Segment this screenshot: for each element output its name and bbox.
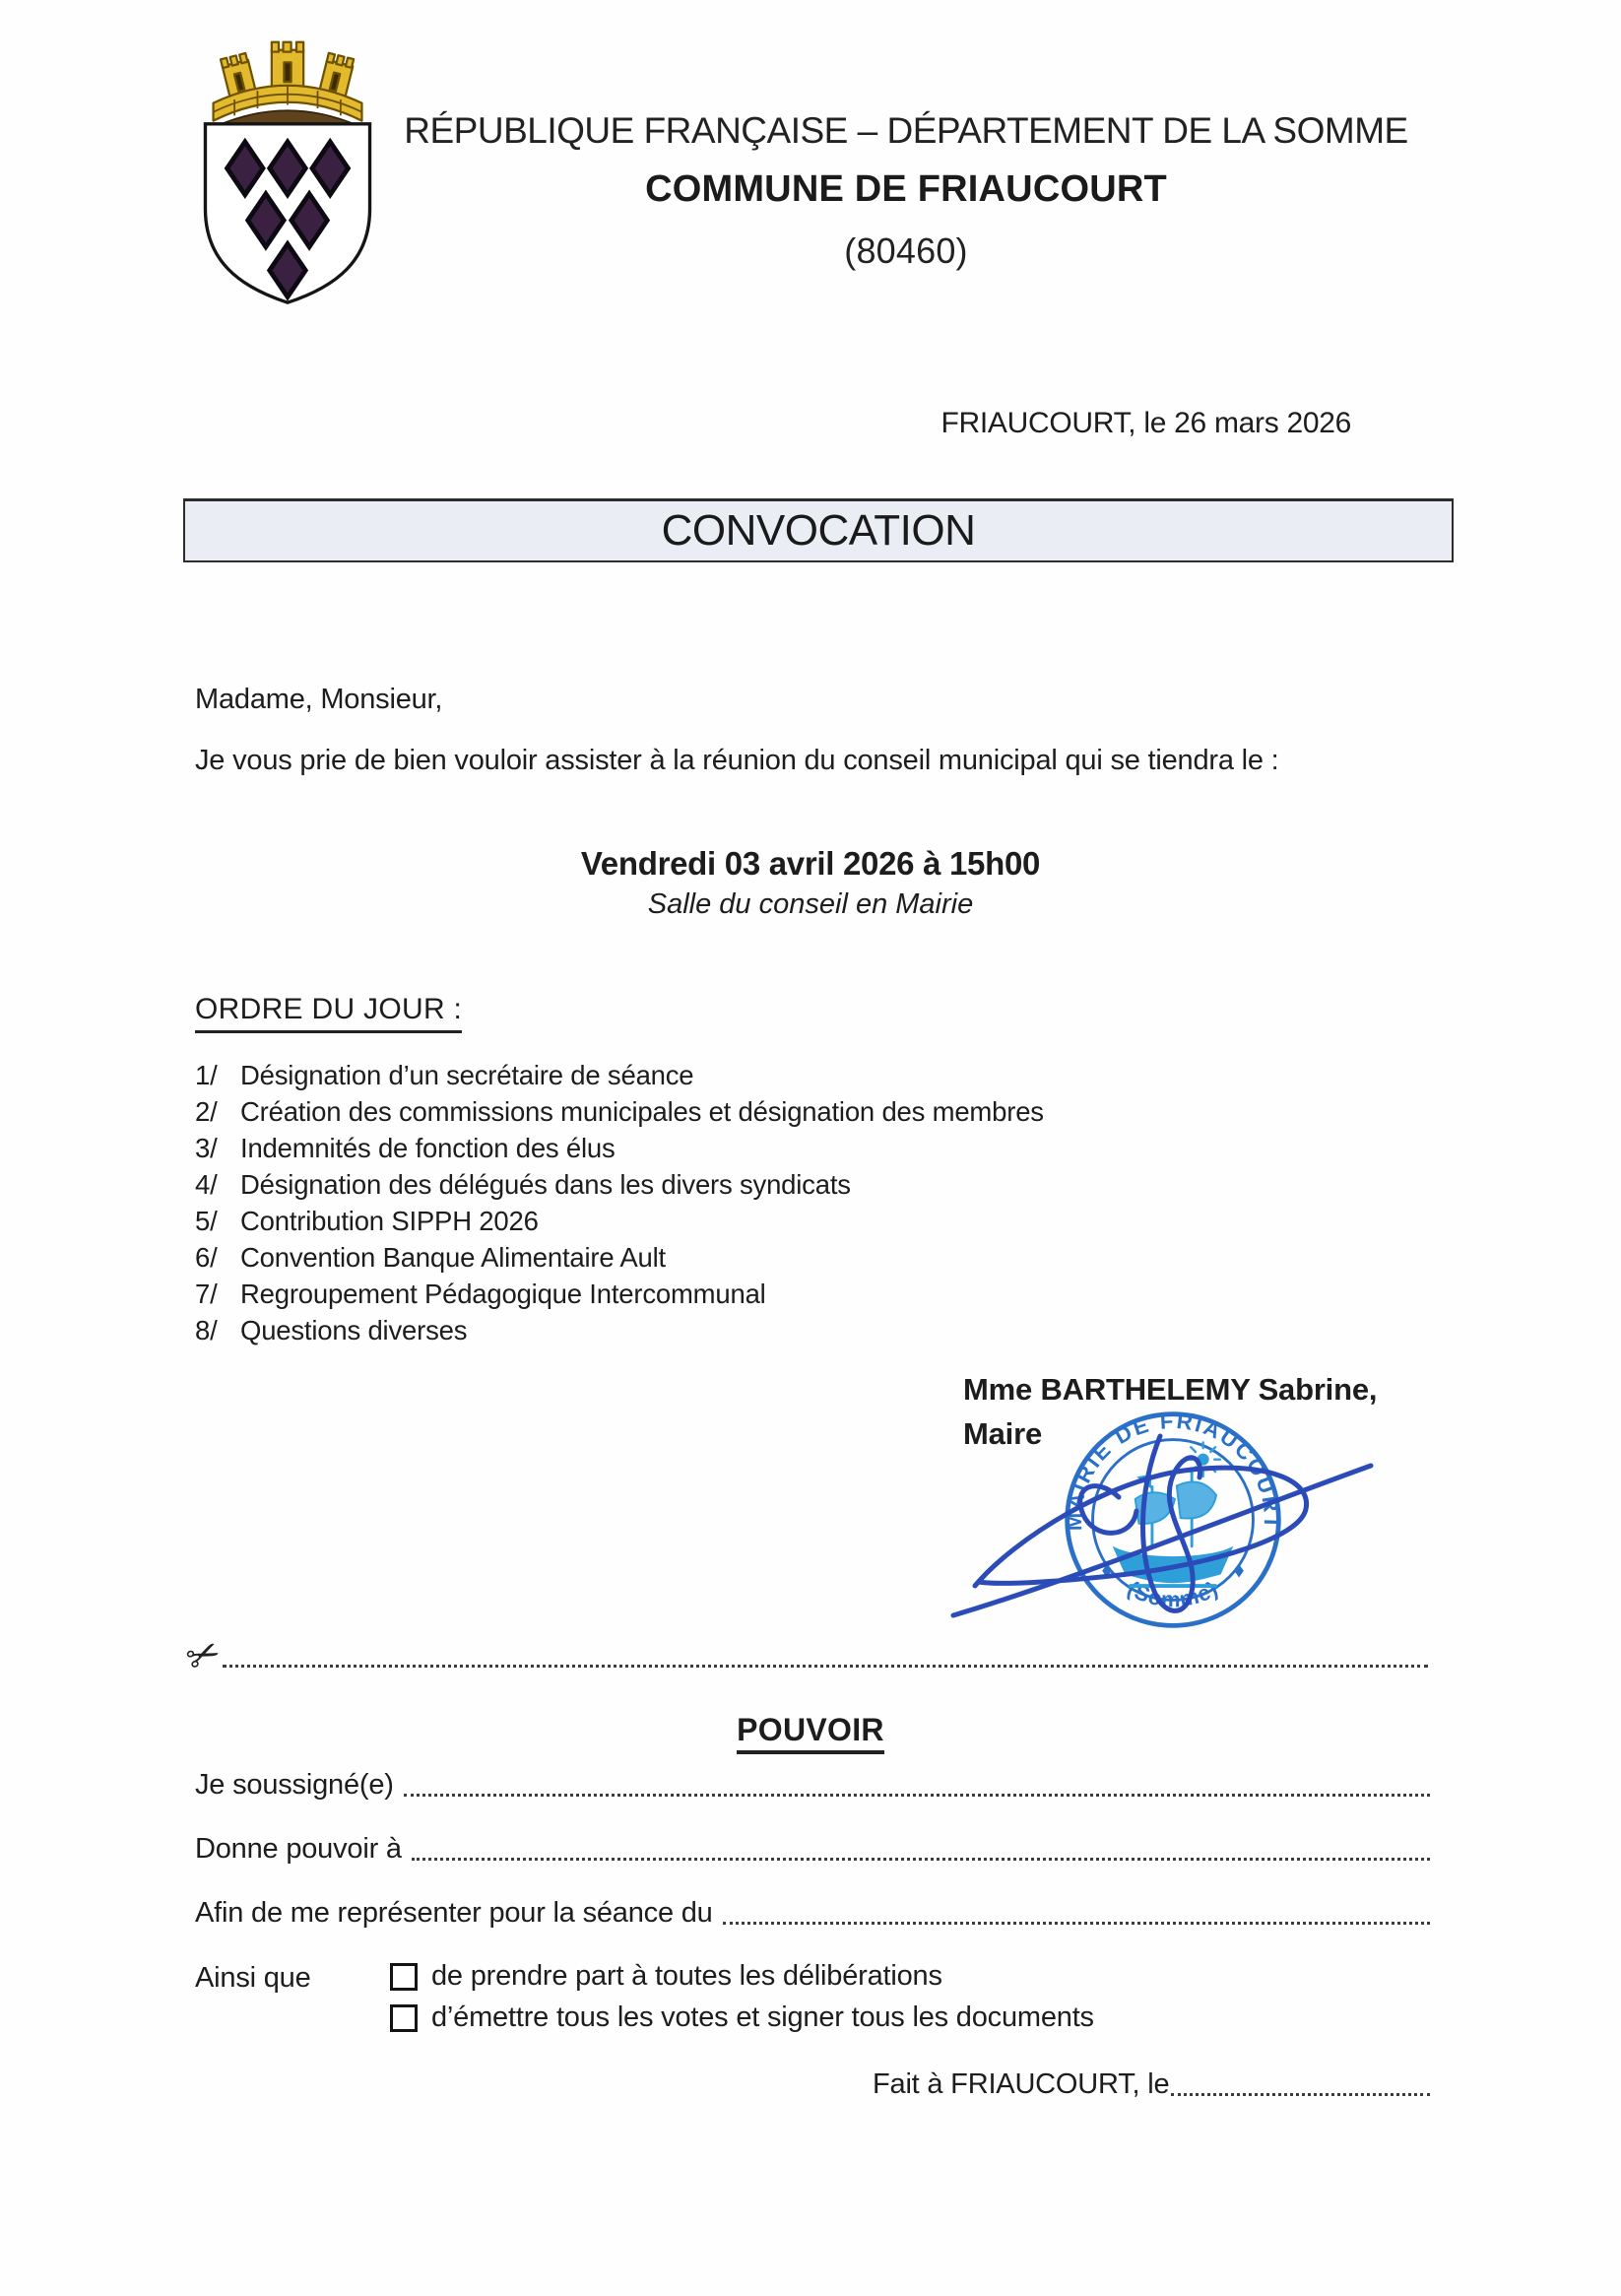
maire-autograph-signature [945,1371,1379,1667]
agenda-item-number: 5/ [195,1206,218,1236]
agenda-item [195,1169,1278,1206]
salutation: Madame, Monsieur, [195,684,443,715]
agenda-item [195,1133,1278,1169]
form-line-soussigne [195,1769,1430,1802]
agenda-item-number: 4/ [195,1169,218,1200]
donne-pouvoir-label: Donne pouvoir à [195,1833,402,1865]
fait-a-label: Fait à FRIAUCOURT, le [873,2068,1170,2100]
postal-code: (80460) [844,230,968,271]
agenda-item-text: Désignation d’un secrétaire de séance [240,1060,694,1090]
agenda-item-number: 3/ [195,1133,218,1163]
stamp-bottom-text: (Somme) [1123,1575,1223,1612]
deliberations-checkbox[interactable] [390,1963,418,1991]
agenda-item [195,1206,1278,1242]
fait-a-date-field[interactable] [1171,2093,1430,2096]
signatory-name: Mme BARTHELEMY Sabrine, [963,1372,1378,1407]
republique-line: RÉPUBLIQUE FRANÇAISE – DÉPARTEMENT DE LA SOMME [404,110,1408,151]
checkbox-row-votes [390,2001,1178,2034]
mural-crown-icon [199,39,376,126]
agenda-item [195,1060,1278,1096]
signatory-role: Maire [963,1416,1042,1451]
agenda-item-text: Regroupement Pédagogique Intercommunal [240,1279,766,1309]
agenda-item [195,1315,1278,1351]
agenda-item-number: 2/ [195,1096,218,1127]
form-line-donne-pouvoir [195,1833,1430,1866]
agenda-item-text: Convention Banque Alimentaire Ault [240,1242,666,1273]
agenda-item-text: Contribution SIPPH 2026 [240,1206,539,1236]
intro-sentence: Je vous prie de bien vouloir assister à la réunion du conseil municipal qui se tiendra le : [195,745,1279,776]
soussigne-label: Je soussigné(e) [195,1769,394,1801]
agenda-item [195,1279,1278,1315]
ainsi-que-label: Ainsi que [195,1962,311,1994]
agenda-item-text: Questions diverses [240,1315,468,1345]
agenda-item-text: Indemnités de fonction des élus [240,1133,616,1163]
deliberations-label: de prendre part à toutes les délibérations [431,1960,942,1992]
donne-pouvoir-fill-field[interactable] [412,1858,1430,1861]
cut-here-line [179,1629,1428,1682]
agenda-item-number: 7/ [195,1279,218,1309]
pouvoir-heading: POUVOIR [737,1712,884,1754]
soussigne-fill-field[interactable] [404,1794,1430,1797]
seance-du-fill-field[interactable] [723,1922,1430,1925]
cut-dotted-rule [223,1665,1428,1668]
meeting-location: Salle du conseil en Mairie [647,888,974,920]
commune-name: COMMUNE DE FRIAUCOURT [645,168,1167,210]
seance-du-label: Afin de me représenter pour la séance du [195,1897,713,1929]
pouvoir-section [0,1712,1621,1748]
agenda-heading: ORDRE DU JOUR : [195,993,462,1033]
commune-coat-of-arms [193,39,382,303]
checkbox-row-deliberations [390,1960,1178,1993]
place-date-line: FRIAUCOURT, le 26 mars 2026 [940,407,1351,439]
agenda-item-number: 8/ [195,1315,218,1345]
form-line-seance-du [195,1897,1430,1930]
document-title-box [183,498,1454,562]
agenda-list [195,1060,1278,1351]
stamp-top-text: MAIRIE DE FRIAUCOURT [1061,1408,1285,1532]
agenda-item-number: 6/ [195,1242,218,1273]
agenda-item-text: Création des commissions municipales et désignation des membres [240,1096,1044,1127]
letterhead [374,110,1438,272]
agenda-item-number: 1/ [195,1060,218,1090]
agenda-item-text: Désignation des délégués dans les divers syndicats [240,1169,851,1200]
fait-a-line [873,2068,1430,2101]
shield-lozenges-icon [193,118,382,307]
scissors-icon: ✂ [179,1629,228,1682]
document-title: CONVOCATION [661,506,976,555]
agenda-item [195,1242,1278,1279]
votes-checkbox[interactable] [390,2004,418,2032]
agenda-item [195,1096,1278,1133]
votes-label: d’émettre tous les votes et signer tous les documents [431,2001,1094,2033]
meeting-datetime: Vendredi 03 avril 2026 à 15h00 [580,845,1041,882]
